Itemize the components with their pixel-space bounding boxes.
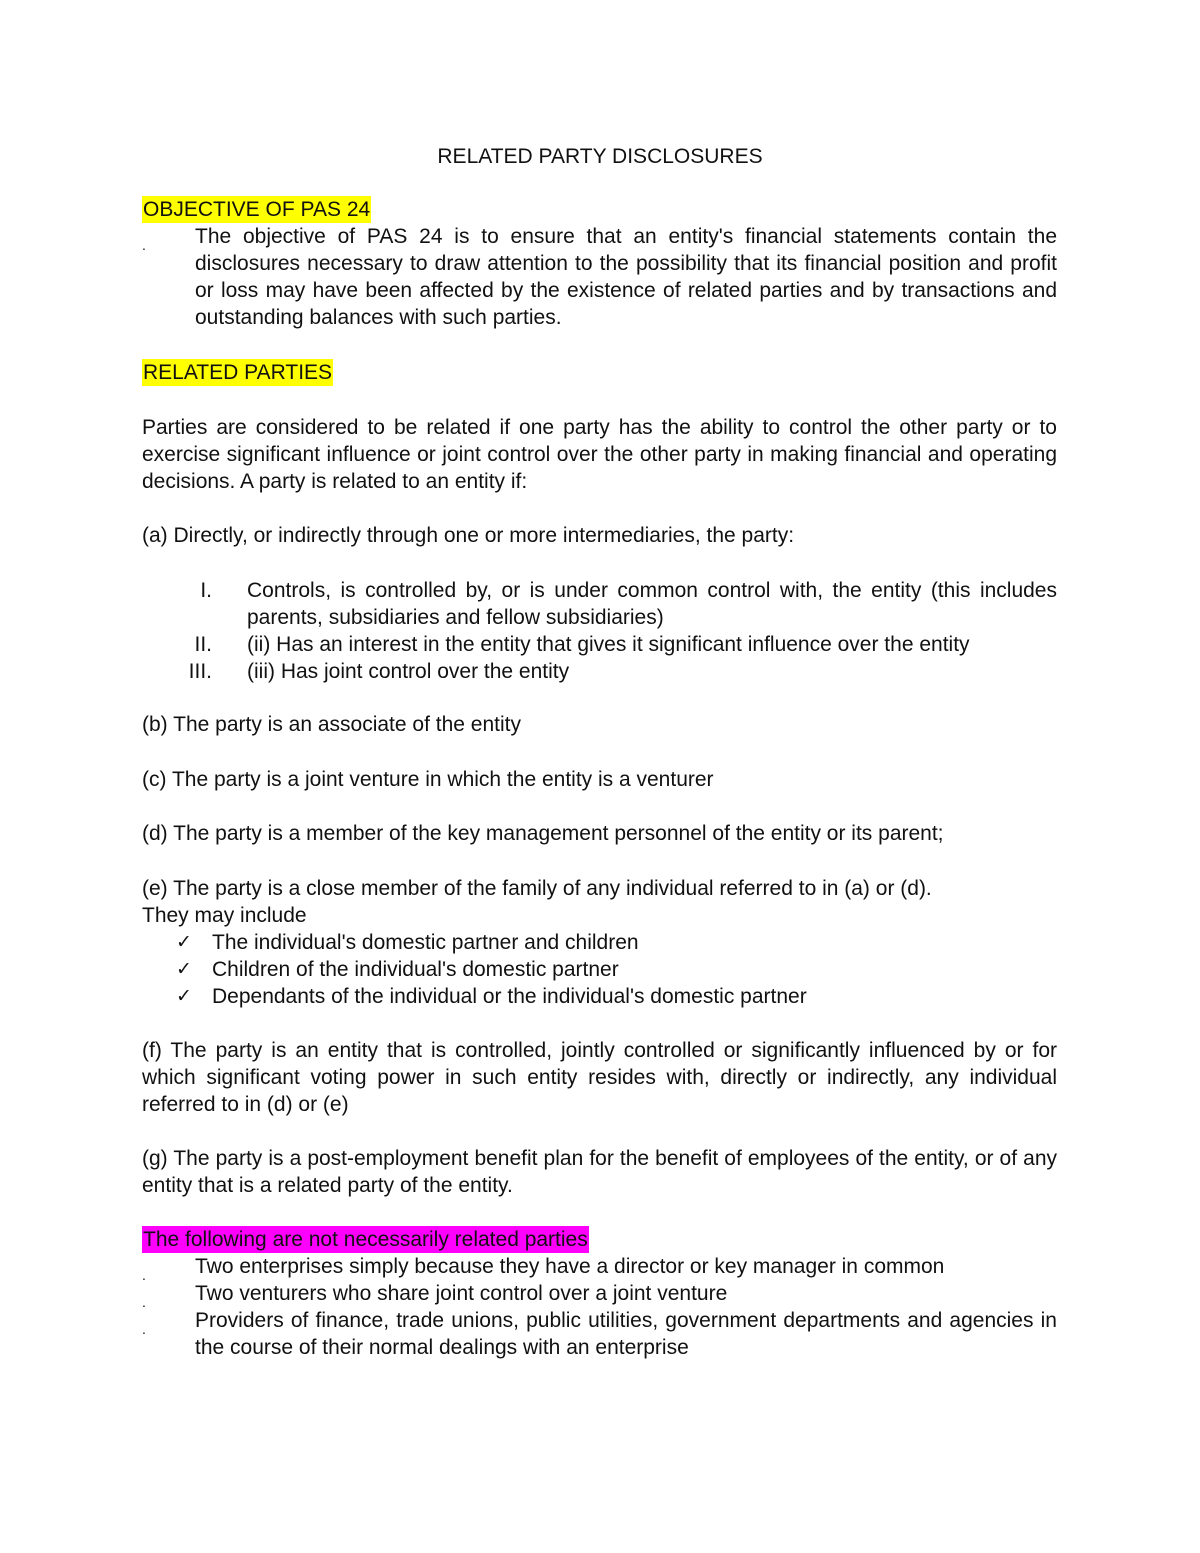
not-related-heading: The following are not necessarily related parties xyxy=(143,1228,588,1251)
clause-a-item: Controls, is controlled by, or is under common control with, the entity (this includes parents, subsidiaries and fellow subsidiaries) xyxy=(247,579,1057,629)
not-related-item: Two venturers who share joint control over a joint venture xyxy=(195,1282,728,1305)
not-related-item: Providers of finance, trade unions, public utilities, government departments and agencies in the course of their normal dealings with an enterprise xyxy=(195,1309,1057,1359)
related-parties-intro: Parties are considered to be related if one party has the ability to control the other party or to exercise significant influence or joint control over the other party in making financial and operating decisions. A party is related to an entity if: xyxy=(142,416,1057,493)
objective-text: The objective of PAS 24 is to ensure that an entity's financial statements contain the disclosures necessary to draw attention to the possibility that its financial position and profit or loss may have been affected by the existence of related parties and by transactions and outstanding balances with such parties. xyxy=(195,225,1057,329)
clause-b: (b) The party is an associate of the entity xyxy=(142,713,521,736)
clause-a-item: (iii) Has joint control over the entity xyxy=(247,660,570,683)
roman-numeral: II. xyxy=(194,633,212,656)
list-bullet: . xyxy=(142,1267,146,1283)
objective-bullet: . xyxy=(142,237,146,253)
clause-e-item: The individual's domestic partner and children xyxy=(212,931,639,954)
clause-d: (d) The party is a member of the key management personnel of the entity or its parent; xyxy=(142,822,944,845)
checkmark-icon: ✓ xyxy=(176,985,192,1007)
clause-a: (a) Directly, or indirectly through one or more intermediaries, the party: xyxy=(142,524,795,547)
roman-numeral: I. xyxy=(200,579,212,602)
clause-e-item: Dependants of the individual or the individual's domestic partner xyxy=(212,985,807,1008)
roman-numeral: III. xyxy=(188,660,212,683)
objective-heading: OBJECTIVE OF PAS 24 xyxy=(143,198,371,221)
clause-e-line1: (e) The party is a close member of the family of any individual referred to in (a) or (d). xyxy=(142,877,932,900)
list-bullet: . xyxy=(142,1294,146,1310)
document-title: RELATED PARTY DISCLOSURES xyxy=(437,145,763,168)
checkmark-icon: ✓ xyxy=(176,931,192,953)
clause-c: (c) The party is a joint venture in which the entity is a venturer xyxy=(142,768,714,791)
clause-f: (f) The party is an entity that is controlled, jointly controlled or significantly influenced by or for which significant voting power in such entity resides with, directly or indirectly, any individual referred to in (d) or (e) xyxy=(142,1039,1057,1116)
related-parties-heading: RELATED PARTIES xyxy=(143,361,333,384)
clause-e-line2: They may include xyxy=(142,904,307,927)
not-related-item: Two enterprises simply because they have a director or key manager in common xyxy=(195,1255,945,1278)
list-bullet: . xyxy=(142,1321,146,1337)
checkmark-icon: ✓ xyxy=(176,958,192,980)
clause-e-item: Children of the individual's domestic partner xyxy=(212,958,619,981)
clause-a-item: (ii) Has an interest in the entity that gives it significant influence over the entity xyxy=(247,633,970,656)
clause-g: (g) The party is a post-employment benefit plan for the benefit of employees of the entity, or of any entity that is a related party of the entity. xyxy=(142,1147,1057,1197)
